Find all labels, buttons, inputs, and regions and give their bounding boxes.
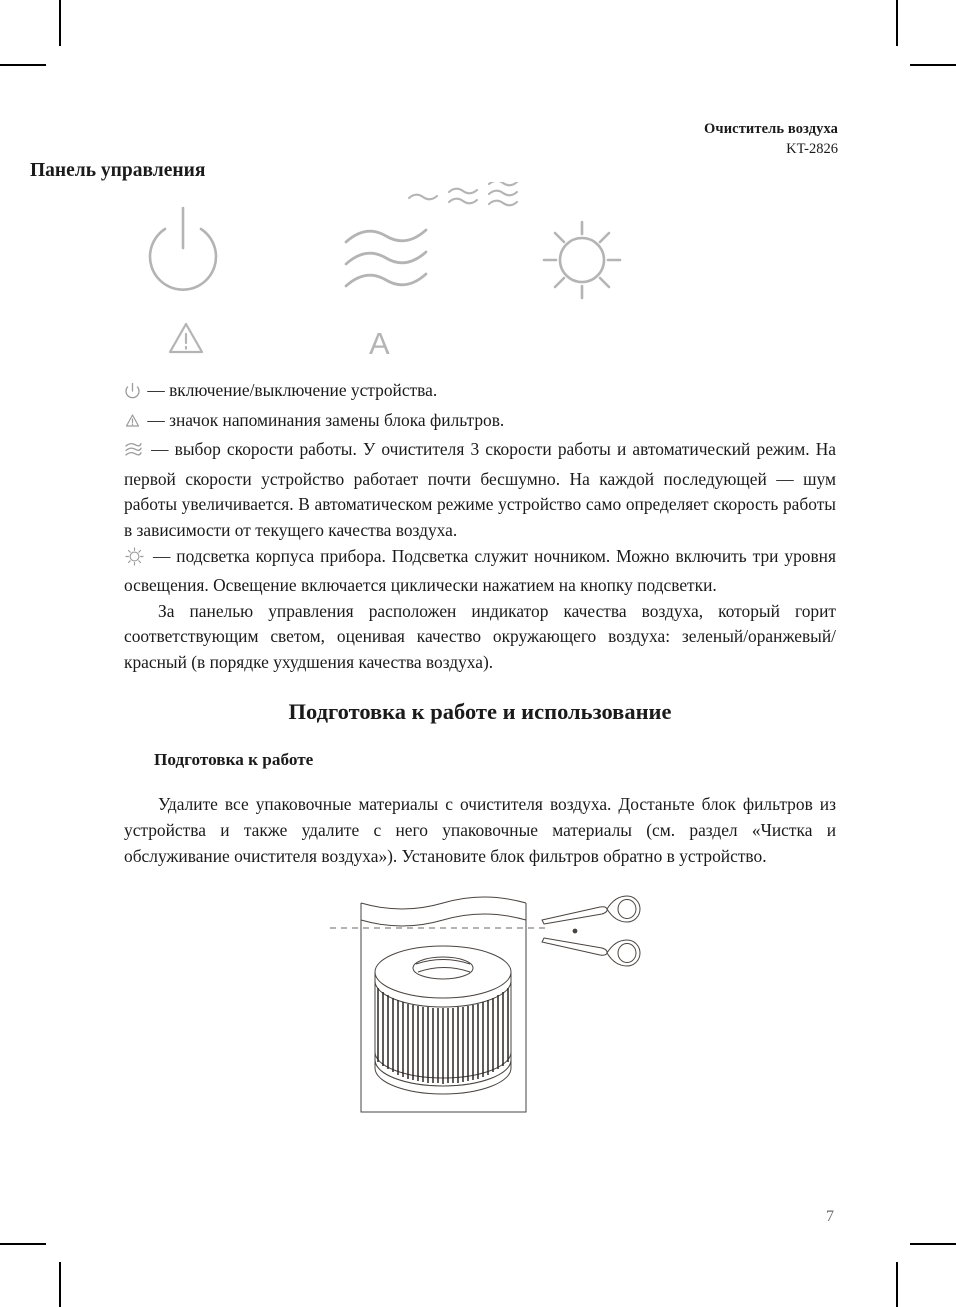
fan-speed-waves-icon [124, 441, 143, 467]
control-panel-diagram [124, 182, 836, 372]
crop-mark-top-right-horizontal [910, 64, 956, 66]
legend-row-light [124, 544, 836, 599]
crop-mark-top-left-vertical [59, 0, 61, 46]
page-number: 7 [826, 1208, 834, 1225]
air-quality-paragraph: За панелью управления расположен индикатор качества воздуха, который горит соответствующим светом, оценивая качество окружающего воздуха: зеленый/оранжевый/красный (в порядке ухудшения качества воздуха). [124, 600, 836, 672]
crop-mark-bottom-left-vertical [59, 1262, 61, 1307]
legend-text-filter-warning: — значок напоминания замены блока фильтров. [147, 409, 505, 430]
control-panel-legend [124, 378, 836, 676]
chapter-title: Подготовка к работе и использование [288, 699, 672, 724]
crop-mark-bottom-left-horizontal [0, 1243, 46, 1245]
legend-text-power: — включение/выключение устройства. [147, 380, 438, 400]
running-head-model-code: KT-2826 [786, 140, 838, 157]
running-head [704, 120, 838, 159]
speed-level-1-icon [409, 195, 437, 200]
preparation-paragraph: Удалите все упаковочные материалы с очистителя воздуха. Достаньте блок фильтров из устройства и также удалите с него упаковочные материалы (см. раздел «Чистка и обслуживание очистителя воздуха»). Установите блок фильтров обратно в устройство. [124, 794, 836, 866]
speed-level-2-icon [449, 189, 477, 204]
crop-mark-bottom-right-vertical [896, 1262, 898, 1307]
crop-mark-top-right-vertical [896, 0, 898, 46]
sun-light-icon [544, 222, 620, 298]
subsection-title: Подготовка к работе [154, 750, 314, 769]
filter-in-package-illustration [330, 880, 660, 1130]
scissors-icon [542, 896, 640, 966]
legend-row-speed [124, 437, 836, 543]
legend-row-filter-warning [124, 408, 836, 438]
page-title: Панель управления [30, 160, 206, 181]
legend-row-power [124, 378, 836, 408]
running-head-model-name: Очиститель воздуха [704, 121, 838, 137]
power-icon [124, 382, 141, 408]
fan-speed-waves-icon [346, 230, 426, 286]
crop-mark-top-left-horizontal [0, 64, 46, 66]
filter-warning-triangle-icon [170, 324, 202, 352]
crop-mark-bottom-right-horizontal [910, 1243, 956, 1245]
filter-warning-triangle-icon [124, 412, 141, 438]
legend-text-light: — подсветка корпуса прибора. Подсветка служит ночником. Можно включить три уровня освещения. Освещение включается циклически нажатием на кнопку подсветки. [124, 545, 836, 596]
auto-mode-icon: A [369, 326, 390, 361]
filter-pleats [378, 988, 508, 1084]
speed-level-3-icon [489, 182, 517, 205]
power-icon [150, 208, 216, 290]
sun-light-icon [124, 547, 145, 574]
legend-text-speed: — выбор скорости работы. У очистителя 3 скорости работы и автоматический режим. На первой скорости устройство работает почти бесшумно. На каждой последующей — шум работы увеличивается. В автоматическом режиме устройство само определяет скорость работы в зависимости от текущего качества воздуха. [124, 439, 836, 540]
